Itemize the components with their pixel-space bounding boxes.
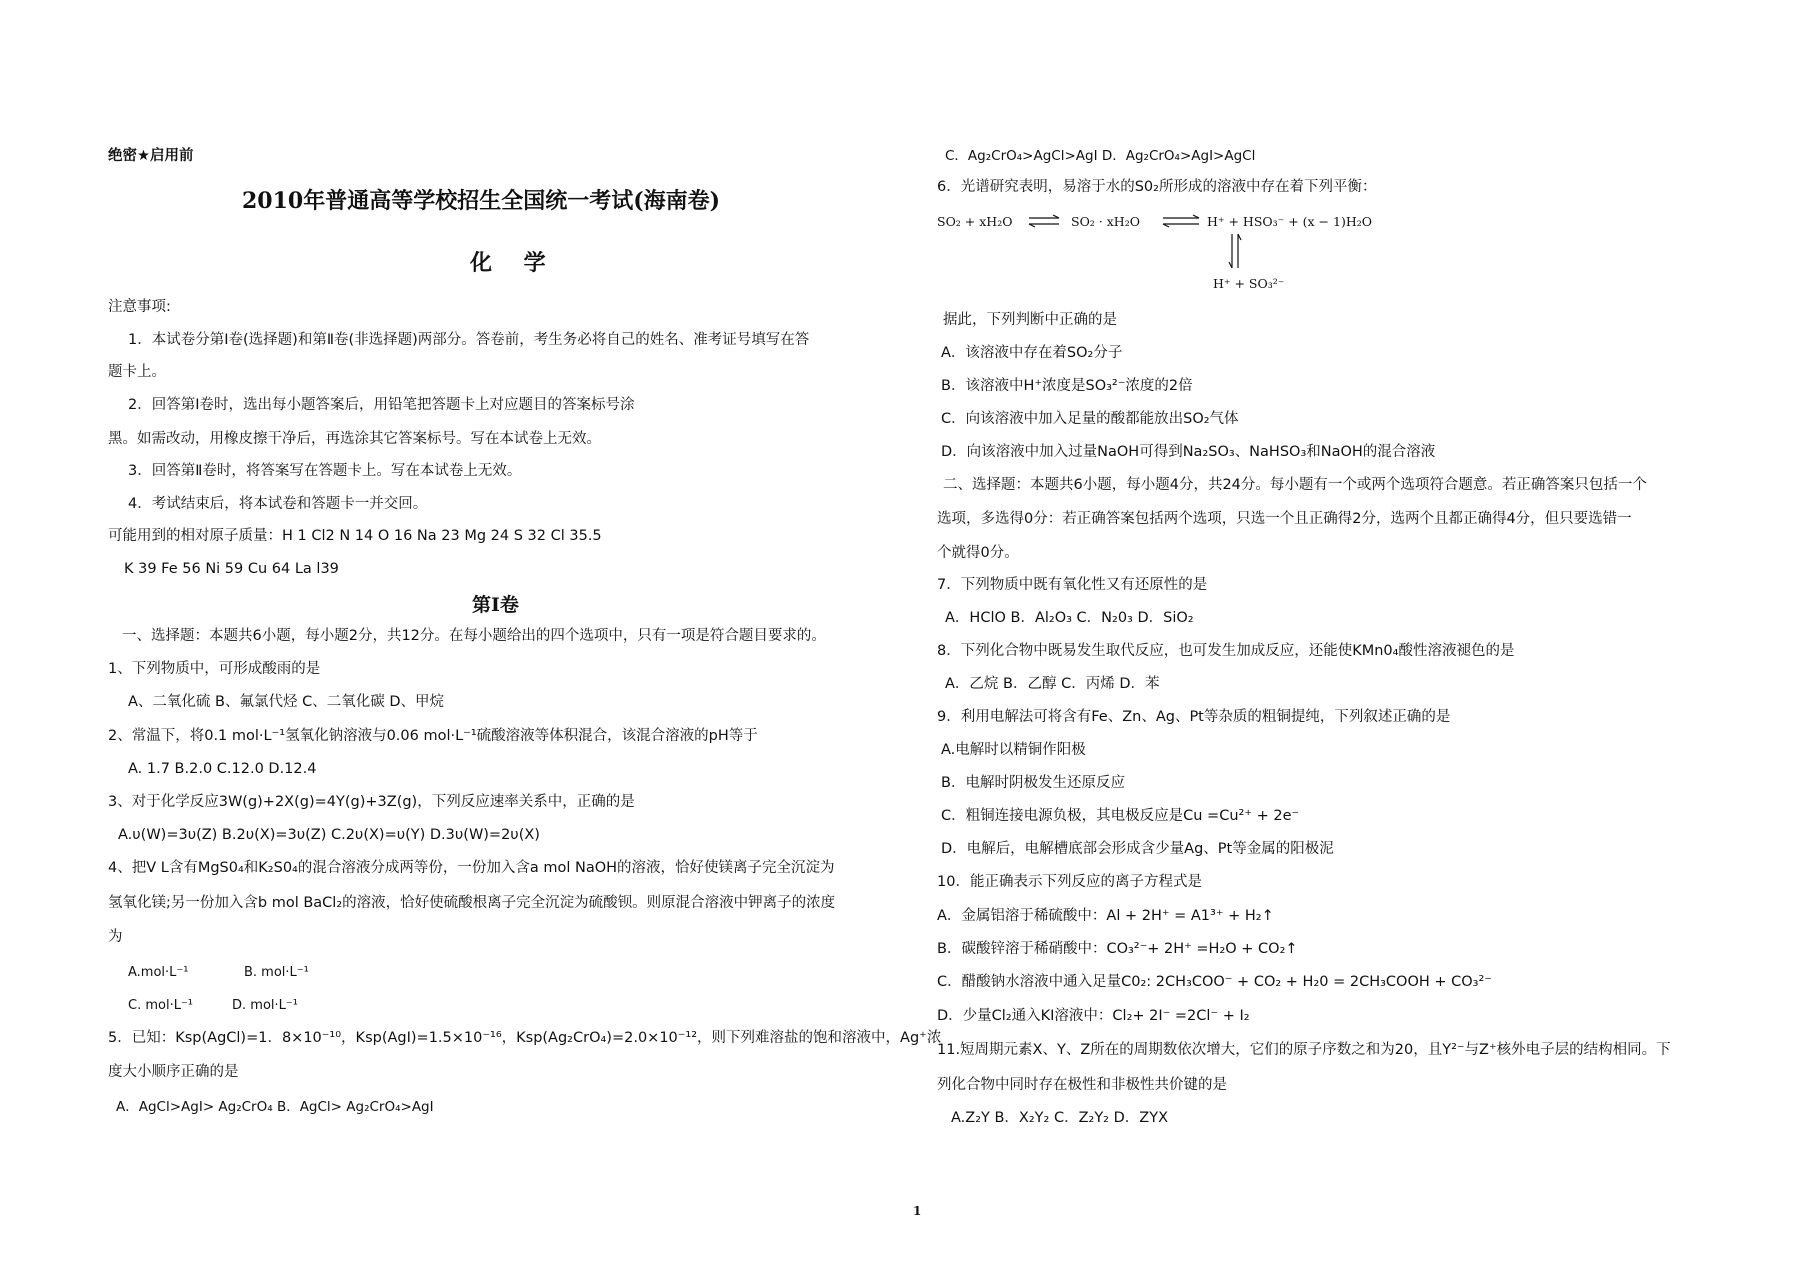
- question-4-option-b: B. mol·L⁻¹: [244, 965, 309, 980]
- notice-1b: 题卡上。: [108, 364, 166, 380]
- question-9-option-c: C．粗铜连接电源负极，其电极反应是Cu =Cu²⁺ + 2e⁻: [941, 808, 1300, 824]
- question-10-option-b: B．碳酸锌溶于稀硝酸中：CO₃²⁻+ 2H⁺ =H₂O + CO₂↑: [937, 941, 1298, 957]
- notice-heading: 注意事项:: [108, 299, 171, 315]
- question-6-option-a: A．该溶液中存在着SO₂分子: [941, 345, 1123, 361]
- question-4-line-2: 氢氧化镁;另一份加入含b mol BaCl₂的溶液，恰好使硫酸根离子完全沉淀为硫酸钡。则原混合溶液中钾离子的浓度: [108, 895, 836, 911]
- subject-title: 化 学: [470, 250, 558, 276]
- section-two-line-2: 选项，多选得0分：若正确答案包括两个选项，只选一个且正确得2分，选两个且都正确得4分，但只要选错一: [937, 511, 1632, 527]
- secret-label: 绝密★启用前: [108, 148, 194, 164]
- equilibrium-term-1: SO₂ + xH₂O: [937, 214, 1013, 229]
- question-5-line-2: 度大小顺序正确的是: [108, 1064, 239, 1080]
- page-number: 1: [913, 1204, 922, 1218]
- exam-title: 2010年普通高等学校招生全国统一考试(海南卷): [242, 188, 721, 214]
- equilibrium-arrow-vertical: [1228, 232, 1242, 270]
- question-4-line-1: 4、把V L含有MgS0₄和K₂S0₄的混合溶液分成两等份，一份加入含a mol NaOH的溶液，恰好使镁离子完全沉淀为: [108, 860, 835, 876]
- atomic-mass-line-1: 可能用到的相对原子质量：H 1 Cl2 N 14 O 16 Na 23 Mg 24 S 32 Cl 35.5: [108, 528, 602, 544]
- question-6: 6．光谱研究表明，易溶于水的S0₂所形成的溶液中存在着下列平衡：: [937, 179, 1377, 195]
- question-3-options: A.υ(W)=3υ(Z) B.2υ(X)=3υ(Z) C.2υ(X)=υ(Y) D.3υ(W)=2υ(X): [118, 827, 540, 843]
- question-7-options: A．HClO B．Al₂O₃ C．N₂0₃ D．SiO₂: [945, 610, 1194, 626]
- equilibrium-arrow-2: [1161, 214, 1201, 228]
- question-4-line-3: 为: [108, 929, 123, 945]
- question-4-option-c: C. mol·L⁻¹: [128, 998, 194, 1013]
- section-one-instructions: 一、选择题：本题共6小题，每小题2分，共12分。在每小题给出的四个选项中，只有一项是符合题目要求的。: [122, 628, 826, 644]
- notice-3: 3．回答第Ⅱ卷时，将答案写在答题卡上。写在本试卷上无效。: [128, 463, 522, 479]
- question-11-line-2: 列化合物中同时存在极性和非极性共价键的是: [937, 1077, 1227, 1093]
- atomic-mass-line-2: K 39 Fe 56 Ni 59 Cu 64 La l39: [124, 561, 339, 577]
- equilibrium-term-2: SO₂ · xH₂O: [1071, 214, 1140, 229]
- question-6-option-b: B．该溶液中H⁺浓度是SO₃²⁻浓度的2倍: [941, 378, 1193, 394]
- question-9-option-d: D．电解后，电解槽底部会形成含少量Ag、Pt等金属的阳极泥: [941, 841, 1334, 857]
- question-8: 8．下列化合物中既易发生取代反应，也可发生加成反应，还能使KMn0₄酸性溶液褪色的是: [937, 643, 1515, 659]
- question-10-option-c: C．醋酸钠水溶液中通入足量C0₂: 2CH₃COO⁻ + CO₂ + H₂0 = 2CH₃COOH + CO₃²⁻: [937, 974, 1492, 990]
- question-2: 2、常温下，将0.1 mol·L⁻¹氢氧化钠溶液与0.06 mol·L⁻¹硫酸溶液等体积混合，该混合溶液的pH等于: [108, 728, 758, 744]
- question-11-line-1: 11.短周期元素X、Y、Z所在的周期数依次增大，它们的原子序数之和为20，且Y²⁻与Z⁺核外电子层的结构相同。下: [937, 1042, 1671, 1058]
- question-6-option-d: D．向该溶液中加入过量NaOH可得到Na₂SO₃、NaHSO₃和NaOH的混合溶液: [941, 444, 1436, 460]
- section-two-line-1: 二、选择题：本题共6小题，每小题4分，共24分。每小题有一个或两个选项符合题意。若正确答案只包括一个: [943, 477, 1647, 493]
- question-6-stem: 据此，下列判断中正确的是: [943, 312, 1117, 328]
- part-one-heading: 第Ⅰ卷: [472, 594, 519, 616]
- question-7: 7．下列物质中既有氧化性又有还原性的是: [937, 577, 1208, 593]
- question-3: 3、对于化学反应3W(g)+2X(g)=4Y(g)+3Z(g)，下列反应速率关系中，正确的是: [108, 794, 635, 810]
- question-5-options-ab: A．AgCl>AgI> Ag₂CrO₄ B．AgCl> Ag₂CrO₄>AgI: [116, 1099, 434, 1115]
- equilibrium-term-3: H⁺ + HSO₃⁻ + (x − 1)H₂O: [1207, 214, 1372, 229]
- question-9-option-b: B．电解时阴极发生还原反应: [941, 775, 1125, 791]
- question-4-option-d: D. mol·L⁻¹: [232, 998, 298, 1013]
- equilibrium-term-4: H⁺ + SO₃²⁻: [1213, 276, 1285, 291]
- question-9-option-a: A.电解时以精铜作阳极: [941, 742, 1086, 758]
- question-4-option-a: A.mol·L⁻¹: [128, 965, 189, 980]
- question-10: 10．能正确表示下列反应的离子方程式是: [937, 874, 1202, 890]
- section-two-line-3: 个就得0分。: [937, 545, 1019, 561]
- question-2-options: A. 1.7 B.2.0 C.12.0 D.12.4: [128, 761, 317, 777]
- question-8-options: A．乙烷 B．乙醇 C．丙烯 D．苯: [945, 676, 1160, 692]
- question-5-options-cd: C．Ag₂CrO₄>AgCl>AgI D．Ag₂CrO₄>AgI>AgCl: [945, 148, 1256, 164]
- notice-4: 4．考试结束后，将本试卷和答题卡一并交回。: [128, 496, 428, 512]
- question-9: 9．利用电解法可将含有Fe、Zn、Ag、Pt等杂质的粗铜提纯，下列叙述正确的是: [937, 709, 1451, 725]
- question-11-options: A.Z₂Y B．X₂Y₂ C．Z₂Y₂ D．ZYX: [951, 1110, 1168, 1126]
- question-6-option-c: C．向该溶液中加入足量的酸都能放出SO₂气体: [941, 411, 1239, 427]
- question-1: 1、下列物质中，可形成酸雨的是: [108, 661, 321, 677]
- question-10-option-d: D．少量Cl₂通入KI溶液中：Cl₂+ 2I⁻ =2Cl⁻ + I₂: [937, 1008, 1250, 1024]
- notice-2b: 黑。如需改动，用橡皮擦干净后，再选涂其它答案标号。写在本试卷上无效。: [108, 431, 601, 447]
- question-1-options: A、二氧化硫 B、氟氯代烃 C、二氧化碳 D、甲烷: [128, 694, 444, 710]
- equilibrium-arrow-1: [1027, 214, 1061, 228]
- notice-1a: 1．本试卷分第Ⅰ卷(选择题)和第Ⅱ卷(非选择题)两部分。答卷前，考生务必将自己的姓名、准考证号填写在答: [128, 332, 810, 348]
- notice-2a: 2．回答第Ⅰ卷时，选出每小题答案后，用铅笔把答题卡上对应题目的答案标号涂: [128, 397, 635, 413]
- equilibrium-diagram: [937, 202, 1437, 294]
- question-5-line-1: 5．已知：Ksp(AgCl)=1．8×10⁻¹⁰，Ksp(AgI)=1.5×10⁻¹⁶，Ksp(Ag₂CrO₄)=2.0×10⁻¹²，则下列难溶盐的饱和溶液中，Ag⁺浓: [108, 1030, 942, 1046]
- question-10-option-a: A．金属铝溶于稀硫酸中：Al + 2H⁺ = A1³⁺ + H₂↑: [937, 908, 1274, 924]
